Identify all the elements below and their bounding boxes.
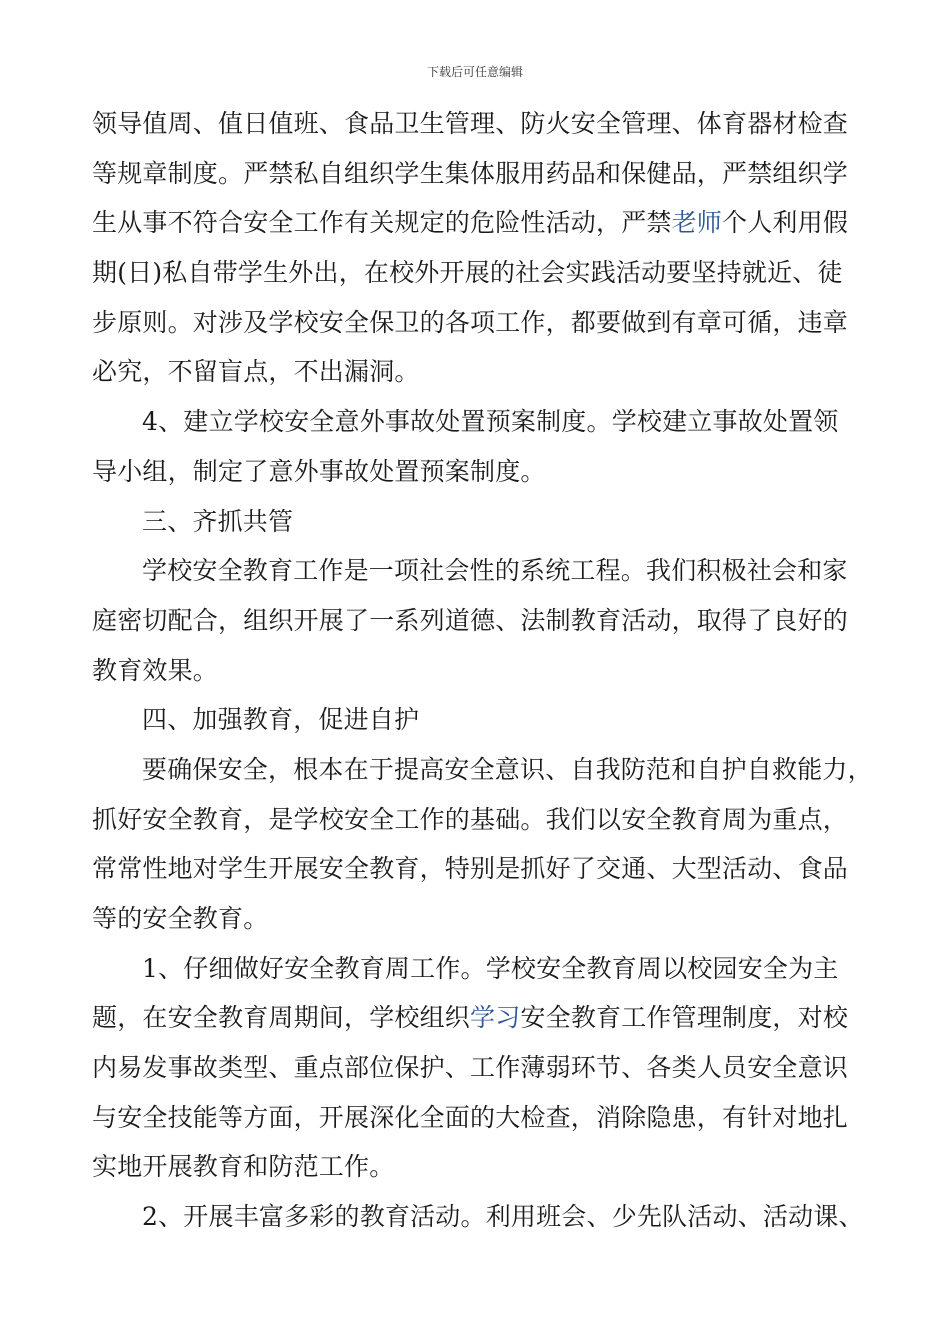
page-header-note: 下载后可任意编辑 [426, 65, 523, 79]
text-line: 要确保安全，根本在于提高安全意识、自我防范和自护自救能力， [142, 754, 873, 784]
text-line: 抓好安全教育，是学校安全工作的基础。我们以安全教育周为重点， [92, 804, 849, 834]
text-line: 等规章制度。严禁私自组织学生集体服用药品和保健品，严禁组织学 [92, 158, 849, 188]
section-heading: 三、齐抓共管 [142, 506, 294, 536]
text-line: 2、开展丰富多彩的教育活动。利用班会、少先队活动、活动课、 [142, 1202, 864, 1232]
text-line: 步原则。对涉及学校安全保卫的各项工作，都要做到有章可循，违章 [92, 307, 849, 337]
text-line: 4、建立学校安全意外事故处置预案制度。学校建立事故处置领 [142, 407, 839, 437]
teacher-link[interactable]: 老师 [671, 208, 723, 238]
text-line: 庭密切配合，组织开展了一系列道德、法制教育活动，取得了良好的 [92, 605, 849, 635]
text-line: 必究，不留盲点，不出漏洞。 [92, 357, 420, 387]
text-line: 等的安全教育。 [92, 904, 269, 933]
text-line: 与安全技能等方面，开展深化全面的大检查，消除隐患，有针对地扎 [92, 1102, 849, 1132]
text-line: 1、仔细做好安全教育周工作。学校安全教育周以校园安全为主 [142, 953, 839, 983]
text-line: 实地开展教育和防范工作。 [92, 1152, 395, 1182]
text-line: 领导值周、值日值班、食品卫生管理、防火安全管理、体育器材检查 [92, 109, 849, 138]
text-line: 导小组，制定了意外事故处置预案制度。 [92, 456, 546, 486]
document-body [92, 99, 873, 1242]
text-line: 期(日)私自带学生外出，在校外开展的社会实践活动要坚持就近、徒 [92, 258, 843, 288]
text-line: 常常性地对学生开展安全教育，特别是抓好了交通、大型活动、食品 [92, 854, 849, 884]
section-heading: 四、加强教育，促进自护 [142, 705, 420, 735]
study-link[interactable]: 学习 [470, 1003, 521, 1033]
text-line: 学校安全教育工作是一项社会性的系统工程。我们积极社会和家 [142, 556, 848, 586]
text-line: 题，在安全教育周期间，学校组织学习安全教育工作管理制度，对校 [92, 1003, 849, 1033]
text-line: 生从事不符合安全工作有关规定的危险性活动，严禁老师个人利用假 [92, 208, 849, 238]
text-line: 教育效果。 [92, 655, 219, 685]
text-line: 内易发事故类型、重点部位保护、工作薄弱环节、各类人员安全意识 [92, 1053, 849, 1083]
